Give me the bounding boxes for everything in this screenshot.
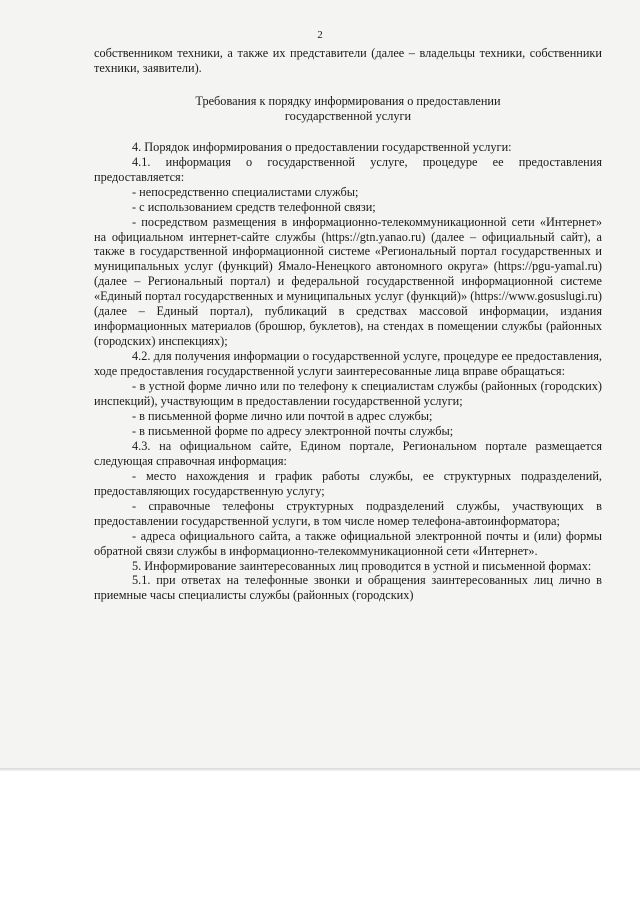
list-item: - в устной форме лично или по телефону к специалистам службы (районных (городских) инспекций), участвующим в предоставлении государственной услуги; <box>94 379 602 409</box>
page-number: 2 <box>317 29 323 41</box>
paragraph-4-3: 4.3. на официальном сайте, Едином портале, Региональном портале размещается следующая справочная информация: <box>94 438 602 468</box>
list-item: - справочные телефоны структурных подразделений службы, участвующих в предоставлении государственной услуги, в том числе номер телефона-автоинформатора; <box>94 498 602 528</box>
document-body <box>94 46 602 603</box>
paragraph-5-1: 5.1. при ответах на телефонные звонки и обращения заинтересованных лиц лично в приемные часы специалисты службы (районных (городских) <box>94 573 602 603</box>
intro-paragraph: собственником техники, а также их представители (далее – владельцы техники, собственники техники, заявители). <box>94 46 602 75</box>
list-item: - с использованием средств телефонной связи; <box>132 199 376 214</box>
list-item: - в письменной форме лично или почтой в адрес службы; <box>132 408 433 423</box>
list-item: - в письменной форме по адресу электронной почты службы; <box>132 423 454 438</box>
list-item: - непосредственно специалистами службы; <box>132 184 359 199</box>
paragraph-5: 5. Информирование заинтересованных лиц проводится в устной и письменной формах: <box>132 558 592 573</box>
heading-line-2: государственной услуги <box>284 108 412 123</box>
scan-edge <box>0 768 640 771</box>
heading-line-1: Требования к порядку информирования о предоставлении <box>195 93 501 108</box>
section-heading <box>94 94 602 124</box>
list-item: - место нахождения и график работы службы, ее структурных подразделений, предоставляющих государственную услугу; <box>94 468 602 498</box>
paragraph-4: 4. Порядок информирования о предоставлении государственной услуги: <box>132 139 512 154</box>
list-item: - посредством размещения в информационно-телекоммуникационной сети «Интернет» на официальном интернет-сайте службы (https://gtn.yanao.ru) (далее – официальный сайт), а также в государственной информационной системе «Региональный портал государственных и муниципальных услуг (функций) Ямало-Ненецкого автономного округа» (https://pgu-yamal.ru) (далее – Региональный портал) и федеральной государственной информационной системе «Единый портал государственных и муниципальных услуг (функций)» (https://www.gosuslugi.ru) (далее – Единый портал), публикаций в средствах массовой информации, издания информационных материалов (брошюр, буклетов), на стендах в помещении службы (районных (городских) инспекциях); <box>94 214 602 349</box>
paragraph-4-1: 4.1. информация о государственной услуге, процедуре ее предоставления предоставляется: <box>94 154 602 184</box>
paragraph-4-2: 4.2. для получения информации о государственной услуге, процедуре ее предоставления, ходе предоставления государственной услуги заинтересованные лица вправе обращаться: <box>94 349 602 379</box>
list-item: - адреса официального сайта, а также официальной электронной почты и (или) формы обратной связи службы в информационно-телекоммуникационной сети «Интернет». <box>94 528 602 558</box>
